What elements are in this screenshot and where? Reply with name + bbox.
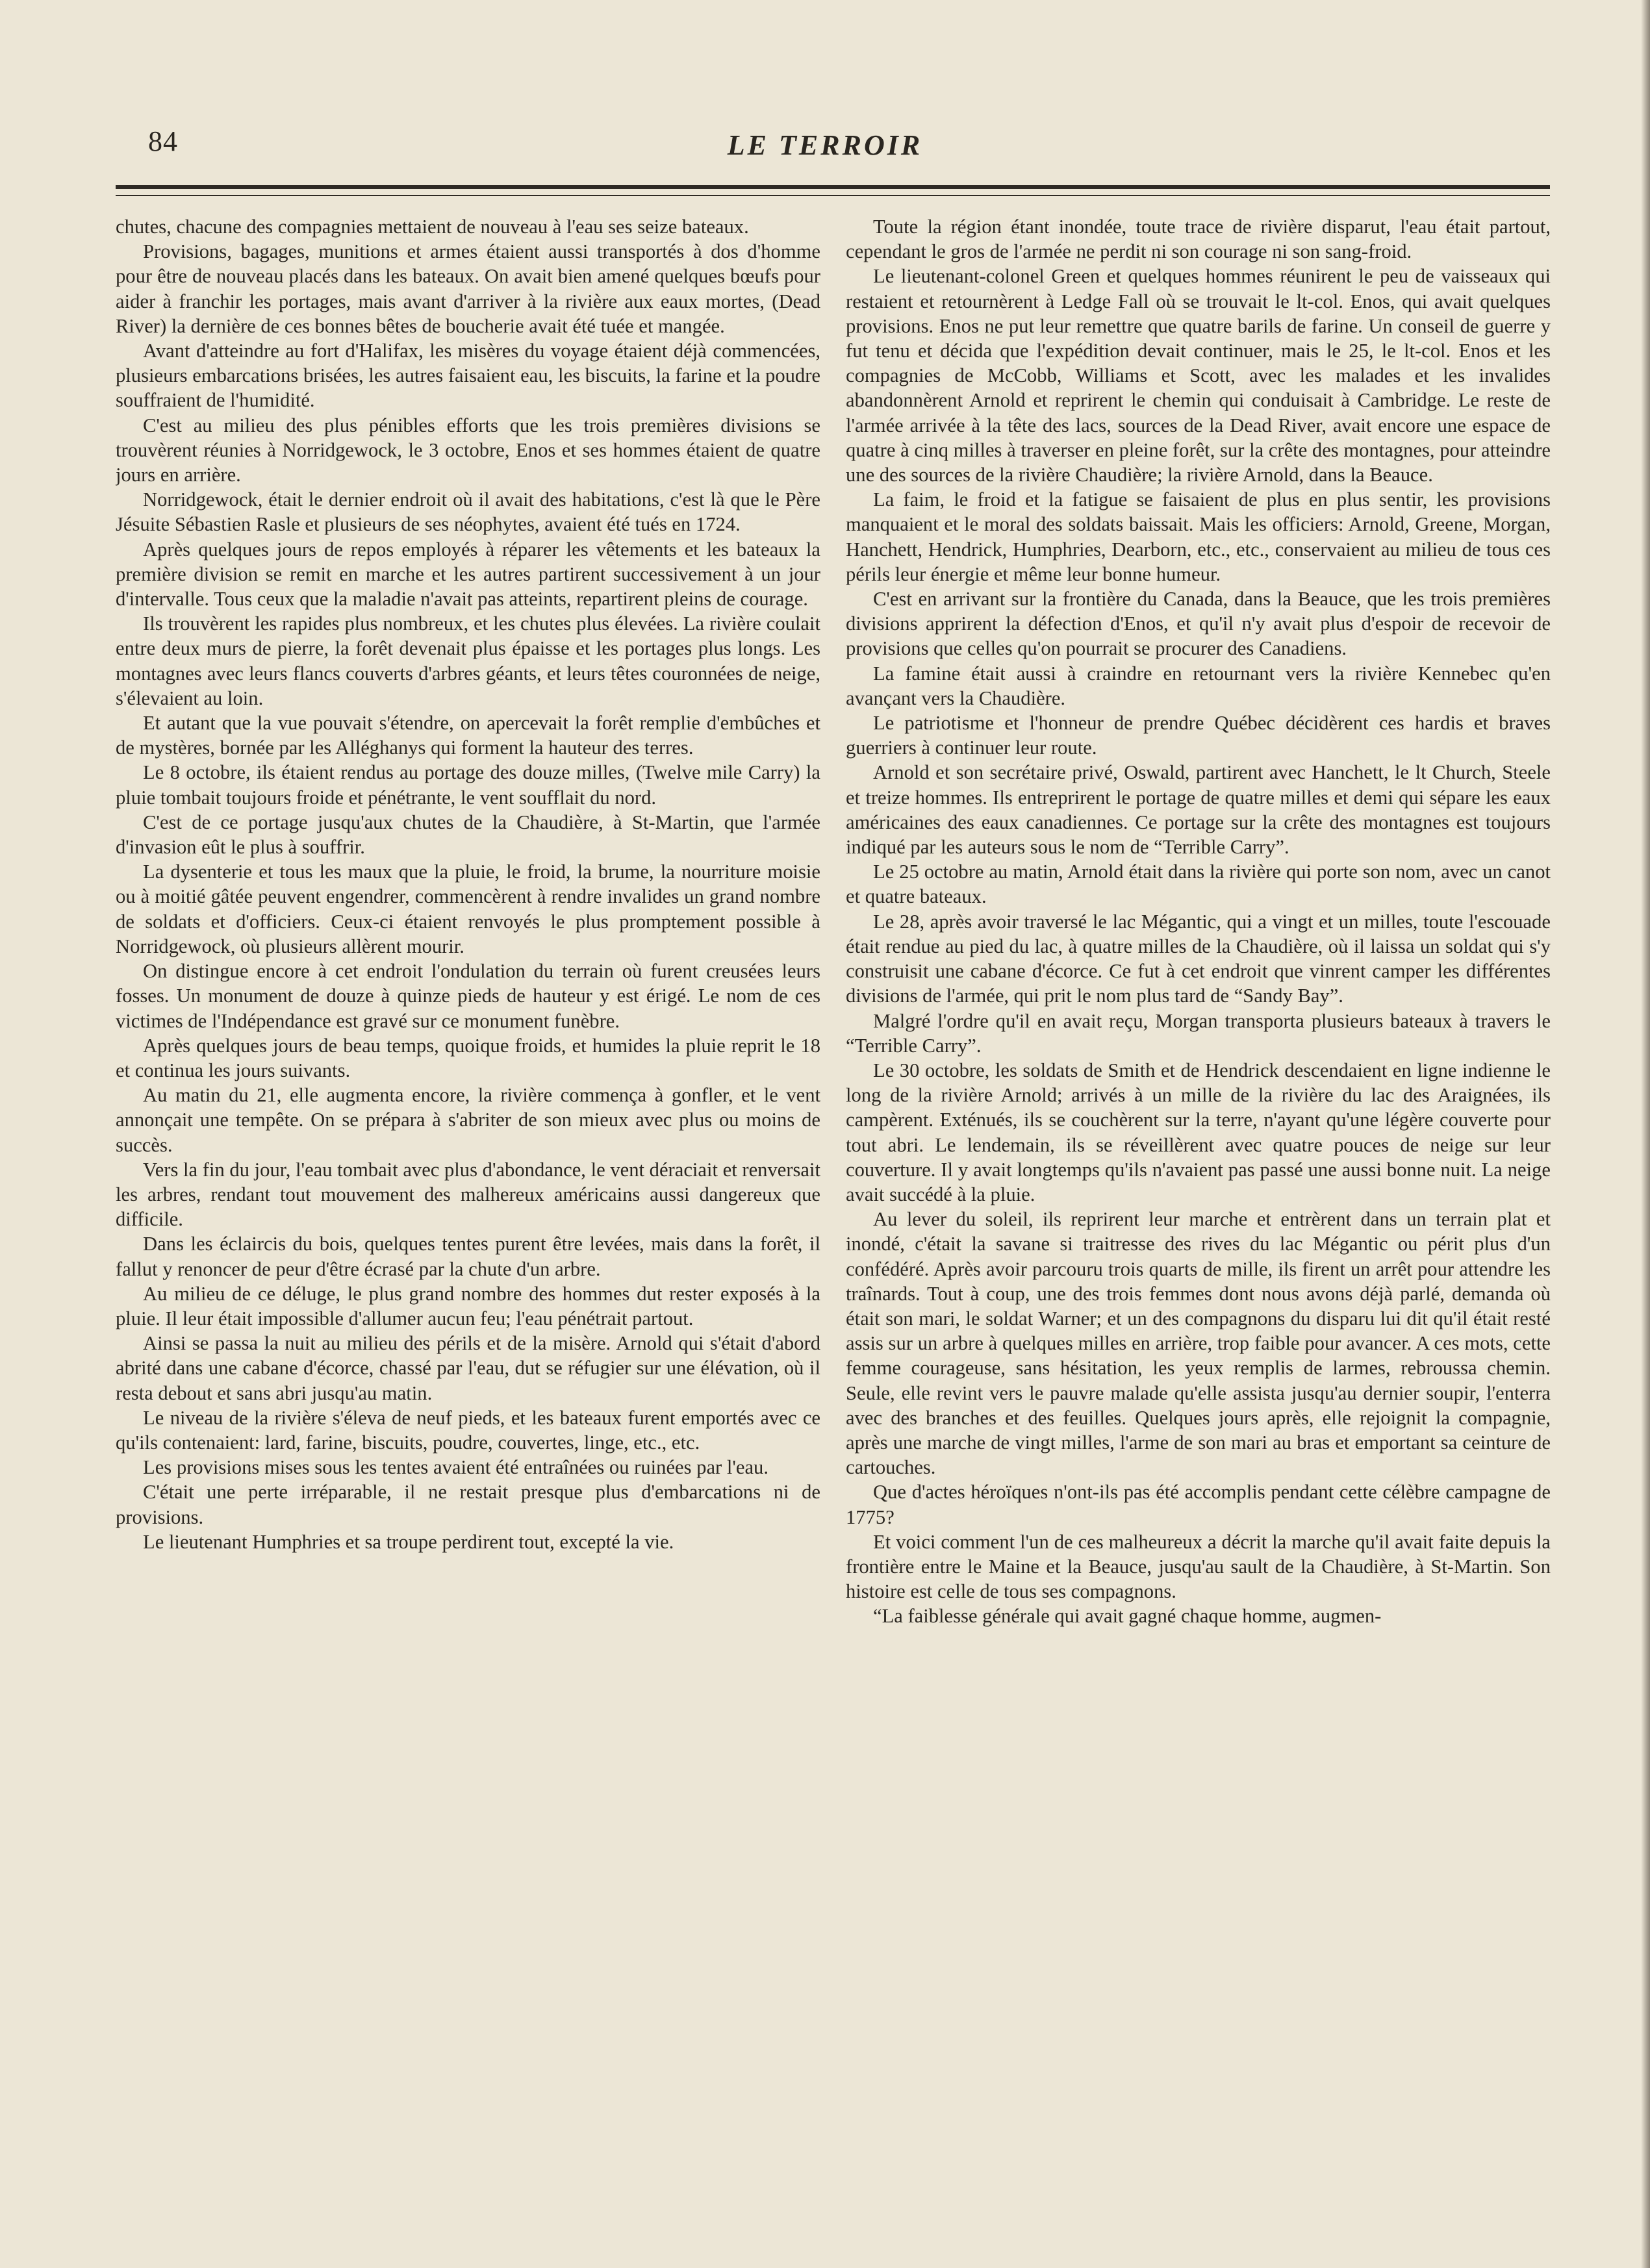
paragraph: Et voici comment l'un de ces malheureux a décrit la marche qu'il avait faite depuis la frontière entre le Maine et la Beauce, jusqu'au sault de la Chaudière, à St-Martin. Son histoire est celle de tous ses compagnons.: [846, 1530, 1551, 1603]
paragraph: Le 25 octobre au matin, Arnold était dans la rivière qui porte son nom, avec un canot et quatre bateaux.: [846, 861, 1551, 908]
paragraph: Au milieu de ce déluge, le plus grand nombre des hommes dut rester exposés à la pluie. Il leur était impossible d'allumer aucun feu; l'eau pénétrait partout.: [116, 1282, 820, 1329]
paragraph: Après quelques jours de repos employés à réparer les vêtements et les bateaux la première division se remit en marche et les autres partirent successivement à un jour d'intervalle. Tous ceux que la maladie n'avait pas atteints, repartirent pleins de courage.: [116, 538, 820, 611]
paragraph: Toute la région étant inondée, toute trace de rivière disparut, l'eau était partout, cependant le gros de l'armée ne perdit ni son courage ni son sang-froid.: [846, 216, 1551, 263]
left-column: [116, 214, 820, 2189]
header-rule-thick: [116, 185, 1550, 189]
paragraph: Vers la fin du jour, l'eau tombait avec plus d'abondance, le vent déraciait et renversait les arbres, rendant tout mouvement des malhereux américains aussi dangereux que difficile.: [116, 1158, 820, 1231]
paragraph: Ils trouvèrent les rapides plus nombreux, et les chutes plus élevées. La rivière coulait entre deux murs de pierre, la forêt devenait plus épaisse et les portages plus longs. Les montagnes avec leurs flancs couverts d'arbres géants, et leurs têtes couronnées de neige, s'élevaient au loin.: [116, 612, 820, 709]
paragraph: Provisions, bagages, munitions et armes étaient aussi transportés à dos d'homme pour être de nouveau placés dans les bateaux. On avait bien amené quelques bœufs pour aider à franchir les portages, mais avant d'arriver à la rivière aux eaux mortes, (Dead River) la dernière de ces bonnes bêtes de boucherie avait été tuée et mangée.: [116, 240, 820, 337]
paragraph: “La faiblesse générale qui avait gagné chaque homme, augmen-: [873, 1605, 1382, 1628]
paragraph: La dysenterie et tous les maux que la pluie, le froid, la brume, la nourriture moisie ou à moitié gâtée peuvent engendrer, commencèrent à rendre invalides un grand nombre de soldats et d'officiers. Ceux-ci étaient renvoyés le plus promptement possible à Norridgewock, où plusieurs allèrent mourir.: [116, 861, 820, 957]
paragraph: Le 30 octobre, les soldats de Smith et de Hendrick descendaient en ligne indienne le long de la rivière Arnold; arrivés à un mille de la rivière du lac des Araignées, ils campèrent. Exténués, ils se couchèrent sur la terre, n'ayant qu'une légère couverte pour tout abri. Le lendemain, ils se réveillèrent avec quatre pouces de neige sur leur couverture. Il y avait longtemps qu'ils n'avaient pas passé une aussi bonne nuit. La neige avait succédé à la pluie.: [846, 1059, 1551, 1205]
running-title: LE TERROIR: [727, 129, 923, 161]
paragraph: Au matin du 21, elle augmenta encore, la rivière commença à gonfler, et le vent annonçait une tempête. On se prépara à s'abriter de son mieux avec plus ou moins de succès.: [116, 1084, 820, 1156]
header-rule-thin: [116, 195, 1550, 196]
paragraph: chutes, chacune des compagnies mettaient de nouveau à l'eau ses seize bateaux.: [116, 216, 749, 238]
paragraph: Après quelques jours de beau temps, quoique froids, et humides la pluie reprit le 18 et continua les jours suivants.: [116, 1034, 820, 1081]
paragraph: Les provisions mises sous les tentes avaient été entraînées ou ruinées par l'eau.: [143, 1456, 768, 1479]
paragraph: Le lieutenant Humphries et sa troupe perdirent tout, excepté la vie.: [143, 1530, 674, 1553]
paragraph: C'était une perte irréparable, il ne restait presque plus d'embarcations ni de provisions.: [116, 1481, 820, 1528]
paragraph: Ainsi se passa la nuit au milieu des périls et de la misère. Arnold qui s'était d'abord abrité dans une cabane d'écorce, chassé par l'eau, dut se réfugier sur une élévation, où il resta debout et sans abri jusqu'au matin.: [116, 1332, 820, 1404]
paragraph: Au lever du soleil, ils reprirent leur marche et entrèrent dans un terrain plat et inondé, c'était la savane si traitresse des rives du lac Mégantic ou périt plus d'un confédéré. Après avoir parcouru trois quarts de mille, ils firent un arrêt pour attendre les traînards. Tout à coup, une des trois femmes dont nous avons déjà parlé, demanda où était son mari, le soldat Warner; et un des compagnons du disparu lui dit qu'il était resté assis sur un arbre à quelques milles en arrière, trop faible pour avancer. A ces mots, cette femme courageuse, sans hésitation, les yeux remplis de larmes, rebroussa chemin. Seule, elle revint vers le pauvre malade qu'elle assista jusqu'au dernier soupir, l'enterra avec des branches et des feuilles. Quelques jours après, elle rejoignit la compagnie, après une marche de vingt milles, l'arme de son mari au bras et emportant sa ceinture de cartouches.: [846, 1208, 1551, 1479]
paragraph: Dans les éclaircis du bois, quelques tentes purent être levées, mais dans la forêt, il fallut y renoncer de peur d'être écrasé par la chute d'un arbre.: [116, 1233, 820, 1280]
binding-shadow: [1641, 0, 1650, 2268]
paragraph: C'est en arrivant sur la frontière du Canada, dans la Beauce, que les trois premières divisions apprirent la défection d'Enos, et qu'il n'y avait plus d'espoir de recevoir de provisions que celles qu'on pourrait se procurer des Canadiens.: [846, 588, 1551, 660]
paragraph: Le niveau de la rivière s'éleva de neuf pieds, et les bateaux furent emportés avec ce qu'ils contenaient: lard, farine, biscuits, poudre, couvertes, linge, etc., etc.: [116, 1406, 820, 1454]
paragraph: On distingue encore à cet endroit l'ondulation du terrain où furent creusées leurs fosses. Un monument de douze à quinze pieds de hauteur y est érigé. Le nom de ces victimes de l'Indépendance est gravé sur ce monument funèbre.: [116, 960, 820, 1032]
page-number: 84: [148, 125, 178, 157]
paragraph: C'est au milieu des plus pénibles efforts que les trois premières divisions se trouvèrent réunies à Norridgewock, le 3 octobre, Enos et ses hommes étaient de quatre jours en arrière.: [116, 414, 820, 486]
paragraph: La faim, le froid et la fatigue se faisaient de plus en plus sentir, les provisions manquaient et le moral des soldats baissait. Mais les officiers: Arnold, Greene, Morgan, Hanchett, Hendrick, Humphries, Dearborn, etc., etc., conservaient au milieu de tous ces périls leur énergie et même leur bonne humeur.: [846, 488, 1551, 585]
right-column: [846, 214, 1551, 2189]
paragraph: Le lieutenant-colonel Green et quelques hommes réunirent le peu de vaisseaux qui restaient et retournèrent à Ledge Fall où se trouvait le lt-col. Enos, qui avait quelques provisions. Enos ne put leur remettre que quatre barils de farine. Un conseil de guerre y fut tenu et décida que l'expédition devait continuer, mais le 25, le lt-col. Enos et les compagnies de McCobb, Williams et Scott, avec les malades et les invalides abandonnèrent Arnold et reprirent le chemin qui conduisait à Cambridge. Le reste de l'armée arrivée à la tête des lacs, sources de la Dead River, avait encore une espace de quatre à cinq milles à traverser en pleine forêt, sur la crête des montagnes, pour atteindre une des sources de la rivière Chaudière; la rivière Arnold, dans la Beauce.: [846, 265, 1551, 486]
paragraph: Malgré l'ordre qu'il en avait reçu, Morgan transporta plusieurs bateaux à travers le “Terrible Carry”.: [846, 1009, 1551, 1057]
paragraph: Arnold et son secrétaire privé, Oswald, partirent avec Hanchett, le lt Church, Steele et treize hommes. Ils entreprirent le portage de quatre milles et demi qui sépare les eaux américaines des eaux canadiennes. Ce portage sur la crête des montagnes est toujours indiqué par les auteurs sous le nom de “Terrible Carry”.: [846, 761, 1551, 859]
paragraph: Le 28, après avoir traversé le lac Mégantic, qui a vingt et un milles, toute l'escouade était rendue au pied du lac, à quatre milles de la Chaudière, où il laissa un soldat qui s'y construisit une cabane d'écorce. Ce fut à cet endroit que vinrent camper les différentes divisions de l'armée, qui prit le nom plus tard de “Sandy Bay”.: [846, 910, 1551, 1007]
paragraph: Et autant que la vue pouvait s'étendre, on apercevait la forêt remplie d'embûches et de mystères, bornée par les Alléghanys qui forment la hauteur des terres.: [116, 712, 820, 759]
paragraph: Avant d'atteindre au fort d'Halifax, les misères du voyage étaient déjà commencées, plusieurs embarcations brisées, les autres faisaient eau, les biscuits, la farine et la poudre souffraient de l'humidité.: [116, 340, 820, 412]
paragraph: Que d'actes héroïques n'ont-ils pas été accomplis pendant cette célèbre campagne de 1775?: [846, 1481, 1551, 1528]
paragraph: Le 8 octobre, ils étaient rendus au portage des douze milles, (Twelve mile Carry) la pluie tombait toujours froide et pénétrante, le vent soufflait du nord.: [116, 761, 820, 809]
paragraph: C'est de ce portage jusqu'aux chutes de la Chaudière, à St-Martin, que l'armée d'invasion eût le plus à souffrir.: [116, 811, 820, 859]
paragraph: Le patriotisme et l'honneur de prendre Québec décidèrent ces hardis et braves guerriers à continuer leur route.: [846, 712, 1551, 759]
paragraph: Norridgewock, était le dernier endroit où il avait des habitations, c'est là que le Père Jésuite Sébastien Rasle et plusieurs de ses néophytes, avaient été tués en 1724.: [116, 488, 820, 536]
paragraph: La famine était aussi à craindre en retournant vers la rivière Kennebec qu'en avançant vers la Chaudière.: [846, 662, 1551, 709]
